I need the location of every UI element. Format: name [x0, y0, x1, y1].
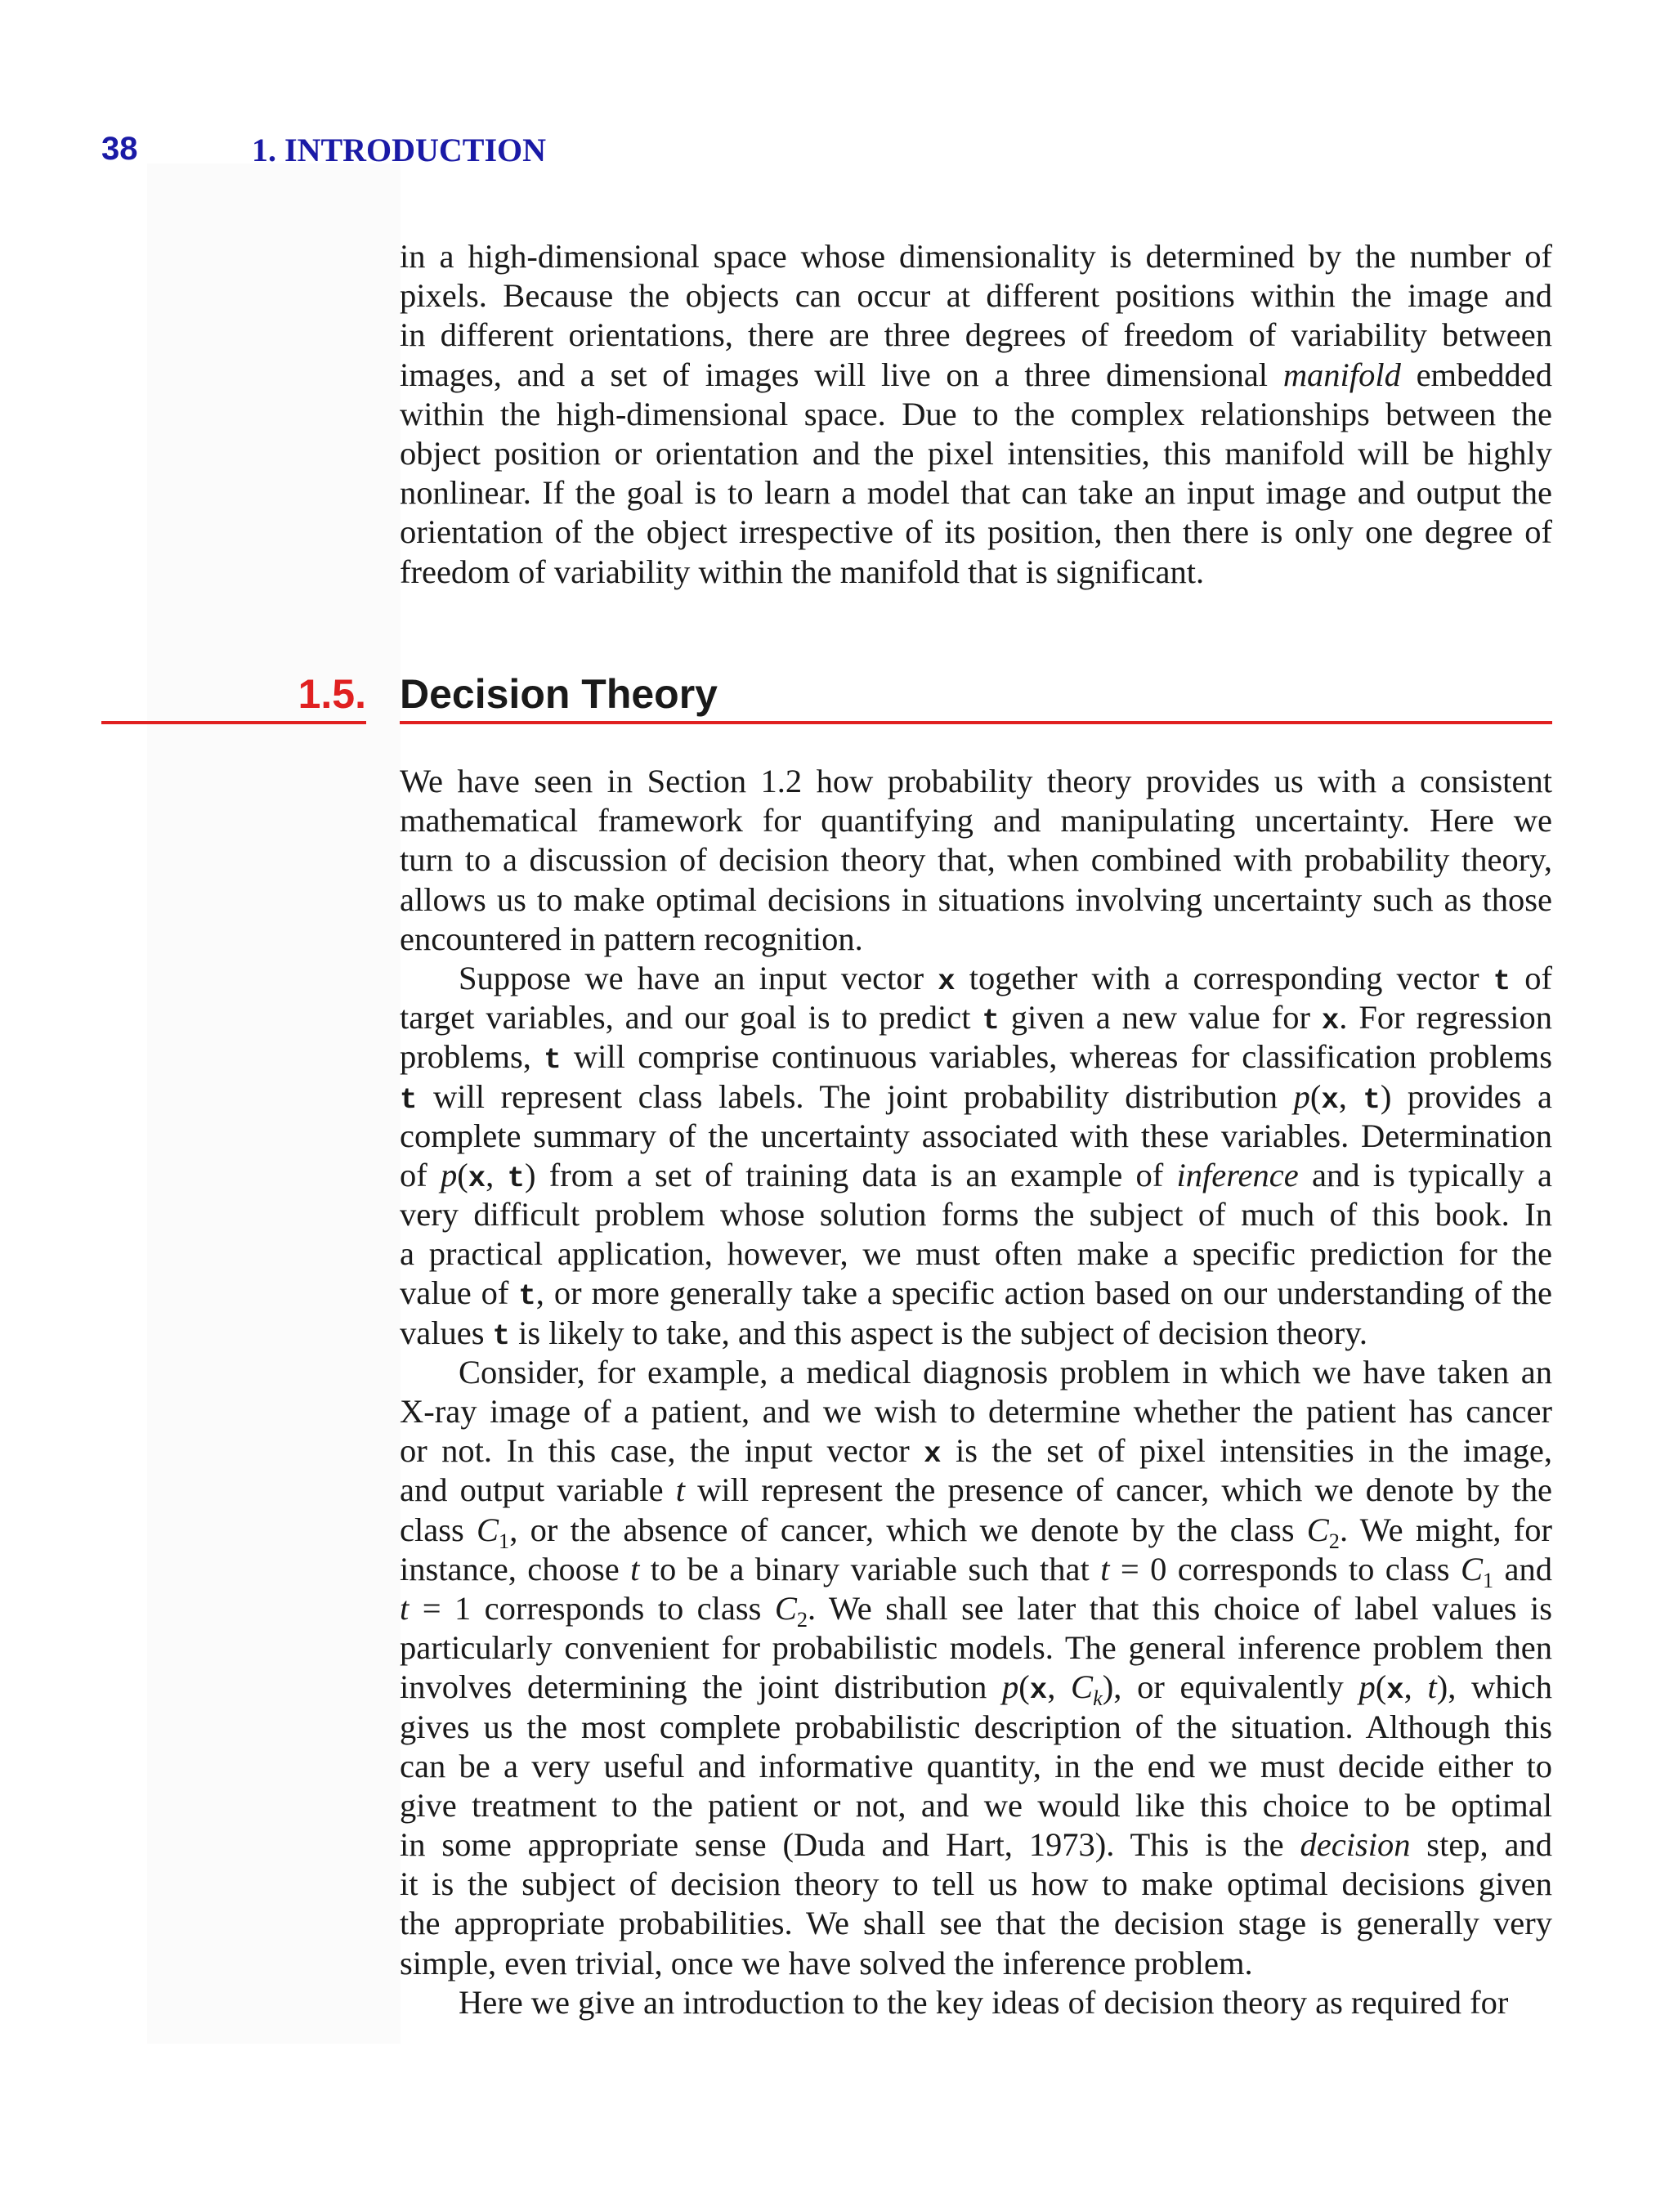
text-line: We have seen in Section 1.2 how probability theory provides us with a consistent: [400, 763, 1552, 799]
text-line: give treatment to the patient or not, and we would like this choice to be optimal: [400, 1786, 1552, 1824]
text-line: complete summary of the uncertainty associated with these variables. Determination: [400, 1117, 1552, 1154]
paragraph: [400, 1353, 1552, 1983]
paragraph: [400, 762, 1552, 959]
chapter-title: 1. INTRODUCTION: [252, 132, 547, 168]
text-line: pixels. Because the objects can occur at different positions within the image and: [400, 277, 1552, 315]
text-line: nonlinear. If the goal is to learn a model that can take an input image and output the: [400, 474, 1552, 512]
text-line: a practical application, however, we must often make a specific prediction for the: [400, 1235, 1552, 1273]
page-number: 38: [101, 131, 138, 167]
text-line: Consider, for example, a medical diagnosis problem in which we have taken an: [459, 1353, 1552, 1390]
section-rule-right: [400, 721, 1552, 724]
text-line: t = 1 corresponds to class $C_2$. We shall see later that this choice of label values is: [400, 1589, 1552, 1632]
intro-paragraph: [400, 237, 1552, 592]
text-line: allows us to make optimal decisions in situations involving uncertainty such as those: [400, 880, 1552, 918]
text-line: can be a very useful and informative quantity, in the end we must decide either to: [400, 1747, 1552, 1784]
text-line: the appropriate probabilities. We shall see that the decision stage is generally very: [400, 1905, 1552, 1942]
text-line: and output variable t will represent the presence of cancer, which we denote by the: [400, 1471, 1552, 1509]
text-line: within the high-dimensional space. Due to the complex relationships between the: [400, 395, 1552, 432]
text-line: images, and a set of images will live on a three dimensional manifold embedded: [400, 356, 1553, 393]
text-line: mathematical framework for quantifying and manipulating uncertainty. Here we: [400, 802, 1552, 840]
text-line: or not. In this case, the input vector x is the set of pixel intensities in the image,: [400, 1432, 1552, 1471]
text-line: class $C_1$, or the absence of cancer, which we denote by the class $C_2$. We might, for: [400, 1511, 1552, 1553]
text-line: in different orientations, there are three degrees of freedom of variability between: [400, 316, 1552, 354]
text-line: target variables, and our goal is to predict t given a new value for x. For regression: [400, 999, 1552, 1038]
paragraph: [400, 1983, 1552, 2022]
text-line: value of t, or more generally take a specific action based on our understanding of the: [400, 1274, 1552, 1314]
text-line: problems, t will comprise continuous variables, whereas for classification problems: [400, 1038, 1552, 1077]
section-body: [400, 762, 1552, 2022]
margin-band: [147, 163, 401, 2044]
text-line: Here we give an introduction to the key ideas of decision theory as required for: [459, 1983, 1509, 2021]
section-title: Decision Theory: [400, 671, 718, 717]
text-line: object position or orientation and the pixel intensities, this manifold will be highly: [400, 434, 1552, 472]
text-line: of p(x, t) from a set of training data is an example of inference and is typically a: [400, 1156, 1552, 1195]
text-line: freedom of variability within the manifold that is significant.: [400, 553, 1205, 590]
text-line: simple, even trivial, once we have solved the inference problem.: [400, 1944, 1253, 1981]
text-line: turn to a discussion of decision theory that, when combined with probability theory,: [400, 841, 1552, 879]
text-line: values t is likely to take, and this aspect is the subject of decision theory.: [400, 1314, 1367, 1353]
text-line: Suppose we have an input vector x together with a corresponding vector t of: [459, 959, 1552, 998]
running-head: [0, 131, 1674, 180]
text-line: it is the subject of decision theory to tell us how to make optimal decisions given: [400, 1865, 1552, 1903]
text-line: particularly convenient for probabilistic models. The general inference problem then: [400, 1629, 1552, 1667]
text-line: involves determining the joint distribution p(x, $C_k$), or equivalently p(x, t), which: [400, 1668, 1553, 1711]
text-line: in some appropriate sense (Duda and Hart, 1973). This is the decision step, and: [400, 1826, 1552, 1864]
section-number: 1.5.: [298, 671, 366, 717]
text-line: t will represent class labels. The joint probability distribution p(x, t) provides a: [400, 1077, 1552, 1117]
section-heading: [0, 670, 1674, 736]
paragraph: [400, 959, 1552, 1353]
text-line: gives us the most complete probabilistic description of the situation. Although this: [400, 1708, 1552, 1745]
section-rule-left: [101, 721, 366, 724]
text-line: X-ray image of a patient, and we wish to determine whether the patient has cancer: [400, 1393, 1552, 1430]
text-line: orientation of the object irrespective of its position, then there is only one degree of: [400, 513, 1552, 551]
text-line: instance, choose t to be a binary variable such that t = 0 corresponds to class $C_1$ and: [400, 1550, 1552, 1592]
text-line: very difficult problem whose solution forms the subject of much of this book. In: [400, 1196, 1552, 1234]
text-line: in a high-dimensional space whose dimensionality is determined by the number of: [400, 238, 1552, 275]
text-line: encountered in pattern recognition.: [400, 920, 863, 957]
